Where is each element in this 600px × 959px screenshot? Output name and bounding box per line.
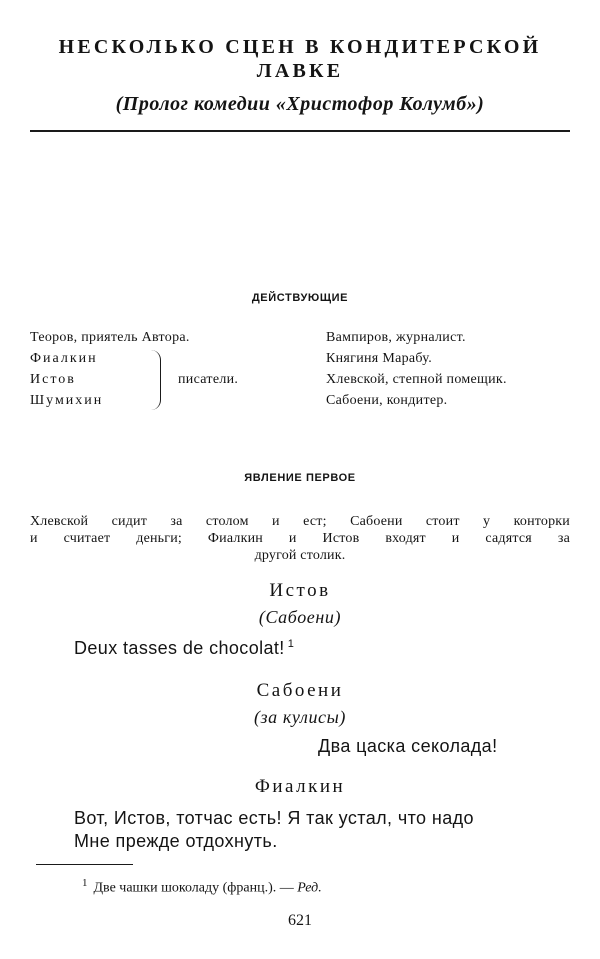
line-istov [74,638,294,659]
speaker-saboeni: Сабоени [256,680,344,701]
speaker-fialkin: Фиалкин [254,776,346,797]
cast-vampirov: Вампиров, журналист. [326,330,466,345]
title-line-2: ЛАВКЕ [256,60,344,82]
line-fialkin-1: Вот, Истов, тотчас есть! Я так устал, что надо [74,808,474,828]
stage-direction-line-1: Хлевской сидит за столом и ест; Сабоени стоит у конторки [30,514,570,529]
line-saboeni: Два цаска секолада! [318,736,498,756]
title-line-1: НЕСКОЛЬКО СЦЕН В КОНДИТЕРСКОЙ [58,36,542,58]
cast-istov: Истов [30,372,76,387]
footnote [82,877,322,897]
writers-brace [150,350,161,410]
cast-shumikhin: Шумихин [30,393,104,408]
direction-istov: (Сабоени) [258,607,342,627]
footnote-rule [36,864,133,865]
footnote-editor: Ред. [297,880,322,896]
page-number: 621 [288,912,312,929]
footnote-marker: 1 [82,877,88,889]
cast-writers-role: писатели. [178,372,239,387]
title-rule [30,130,570,132]
cast-heading: ДЕЙСТВУЮЩИЕ [251,292,349,304]
cast-saboeni: Сабоени, кондитер. [326,393,448,408]
speaker-istov: Истов [269,580,331,601]
line-fialkin-2: Мне прежде отдохнуть. [74,831,278,851]
stage-direction-line-2: и считает деньги; Фиалкин и Истов входят и садятся за [30,531,570,546]
stage-direction-line-3: другой столик. [254,548,346,563]
cast-teorov: Теоров, приятель Автора. [30,330,190,345]
direction-saboeni: (за кулисы) [253,707,347,727]
scene-heading: ЯВЛЕНИЕ ПЕРВОЕ [244,472,356,484]
line-istov-text: Deux tasses de chocolat! [74,638,285,658]
cast-fialkin: Фиалкин [30,351,98,366]
subtitle: (Пролог комедии «Христофор Колумб») [115,93,485,115]
cast-marabu: Княгиня Марабу. [326,351,432,366]
cast-khlevskoy: Хлевской, степной помещик. [326,372,507,387]
footnote-ref: 1 [287,638,295,650]
footnote-text: Две чашки шоколаду (франц.). — [93,880,294,896]
